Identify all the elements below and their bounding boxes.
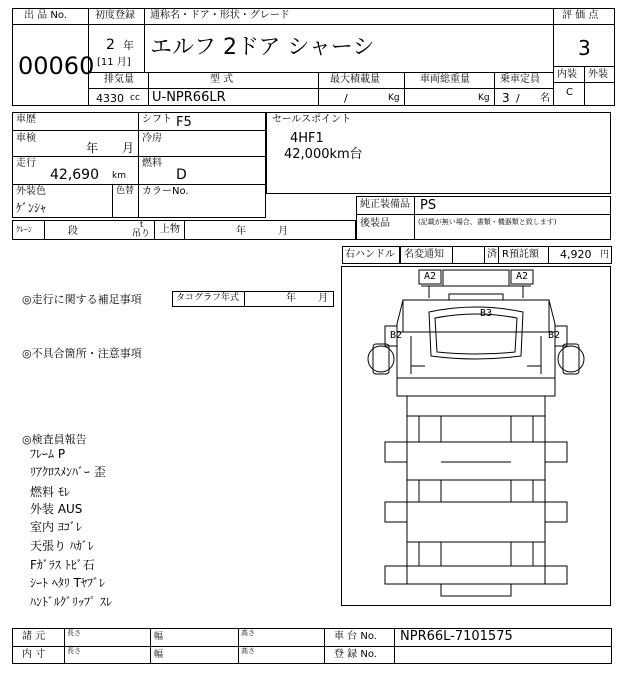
recycle-done: 済 <box>487 249 497 260</box>
upper-body-label: 上物 <box>160 224 180 235</box>
grade-value: 3 <box>578 36 591 60</box>
dims-length-label: 長さ <box>67 647 81 655</box>
exterior-grade-label: 外装 <box>588 69 608 80</box>
history-label: 車歴 <box>16 114 36 125</box>
tachograph-month: 月 <box>318 293 328 304</box>
inspector-report-label: ◎検査員報告 <box>22 433 87 446</box>
max-load-separator: / <box>344 92 348 105</box>
truck-diagram <box>341 266 611 606</box>
report-line: ﾘｱｸﾛｽﾒﾝﾊﾞｰ 歪 <box>30 465 106 479</box>
name-door-shape-grade-label: 通称名・ドア・形状・グレード <box>150 10 290 21</box>
crane-lift: 吊り <box>132 229 151 239</box>
displacement-label: 排気量 <box>104 74 134 85</box>
vehicle-name: エルフ 2ドア シャーシ <box>150 35 375 60</box>
color-code-label: カラーNo. <box>142 186 189 197</box>
damage-mark-a2-left: A2 <box>424 271 437 282</box>
report-line: 天張り ﾊｶﾞﾚ <box>30 539 94 553</box>
report-line: ｼｰﾄ ﾍﾀﾘ Tﾔﾌﾞﾚ <box>30 576 105 590</box>
report-line: ﾌﾚｰﾑ P <box>30 447 66 461</box>
inspection-month-unit: 月 <box>122 141 135 155</box>
recycle-fee-label: R預託額 <box>502 249 539 260</box>
exterior-color-label: 外装色 <box>16 186 46 197</box>
inspection-label: 車検 <box>16 133 36 144</box>
interior-grade: C <box>566 87 573 98</box>
defects-label: ◎不具合箇所・注意事項 <box>22 347 142 360</box>
specs-length-label: 長さ <box>67 629 81 637</box>
report-line: 外装 AUS <box>30 502 83 516</box>
lot-number: 00060 <box>18 52 95 80</box>
sales-point-label: セールスポイント <box>272 114 352 125</box>
chassis-number-label: 車 台 No. <box>334 631 377 642</box>
report-line: ﾊﾝﾄﾞﾙｸﾞﾘｯﾌﾟ ｽﾚ <box>30 595 112 609</box>
front-right-wheel <box>563 344 579 374</box>
lot-number-label: 出 品 No. <box>24 10 67 21</box>
interior-grade-label: 内装 <box>557 69 577 80</box>
shift: F5 <box>176 115 192 130</box>
damage-mark-b2-right: B2 <box>548 330 561 341</box>
max-load-label: 最大積載量 <box>330 74 380 85</box>
upper-body-month: 月 <box>278 226 288 237</box>
crane-stage: 段 <box>68 226 78 237</box>
damage-mark-b2-left: B2 <box>390 330 403 341</box>
windshield <box>429 307 523 359</box>
fuel: D <box>176 167 187 183</box>
chassis-number: NPR66L-7101575 <box>400 629 513 644</box>
front-left-wheel <box>373 344 389 374</box>
max-load-unit: Kg <box>388 93 400 103</box>
driving-notes-label: ◎走行に関する補足事項 <box>22 293 142 306</box>
registration-number-label: 登 録 No. <box>334 649 377 660</box>
gross-weight-unit: Kg <box>478 93 490 103</box>
gross-weight-label: 車両総重量 <box>420 74 470 85</box>
front-bumper <box>443 270 509 286</box>
displacement-unit: cc <box>130 93 140 103</box>
recycle-fee: 4,920 <box>560 248 592 261</box>
first-registration-label: 初度登録 <box>95 10 135 21</box>
capacity-label: 乗車定員 <box>500 74 540 85</box>
genuine-equipment-label: 純正装備品 <box>360 199 410 210</box>
capacity: 3 <box>502 91 510 105</box>
mileage-label: 走行 <box>16 158 36 169</box>
grade-label: 評 価 点 <box>562 10 599 21</box>
aftermarket-note: (記載が無い場合、書類・機器類と致します) <box>418 218 557 226</box>
damage-mark-a2-right: A2 <box>516 271 529 282</box>
report-line: 燃料 ﾓﾚ <box>30 485 70 499</box>
report-line: 室内 ﾖｺﾞﾚ <box>30 520 82 534</box>
tachograph-label: タコグラフ年式 <box>176 293 240 303</box>
dims-width-label: 幅 <box>154 650 164 660</box>
tachograph-year: 年 <box>286 293 296 304</box>
model-code: U-NPR66LR <box>152 90 226 105</box>
inspection-year-unit: 年 <box>86 141 99 155</box>
upper-body-year: 年 <box>236 226 246 237</box>
crane-label: ｸﾚｰﾝ <box>16 225 32 234</box>
name-change-label: 名変通知 <box>404 249 444 260</box>
specs-width-label: 幅 <box>154 632 164 642</box>
specs-label: 諸 元 <box>22 631 46 642</box>
aftermarket-label: 後装品 <box>360 218 390 229</box>
displacement: 4330 <box>96 92 124 105</box>
specs-height-label: 高さ <box>241 629 255 637</box>
history-block <box>12 112 266 218</box>
damage-mark-b3: B3 <box>480 308 493 319</box>
mileage-unit: km <box>112 171 126 181</box>
capacity-unit: 名 <box>540 93 550 104</box>
first-registration-year-unit: 年 <box>123 39 134 52</box>
ac-label: 冷房 <box>142 133 162 144</box>
capacity-separator: / <box>516 92 520 105</box>
sales-point-line1: 4HF1 <box>290 131 324 146</box>
report-line: Fｶﾞﾗｽ ﾄﾋﾞ石 <box>30 558 95 572</box>
model-label: 型 式 <box>210 74 234 85</box>
shift-label: シフト <box>142 114 172 125</box>
sales-point-line2: 42,000km台 <box>284 147 363 162</box>
first-registration-year: 2 <box>106 37 115 53</box>
genuine-equipment: PS <box>420 198 437 213</box>
inner-dims-label: 内 寸 <box>22 649 46 660</box>
dims-height-label: 高さ <box>241 647 255 655</box>
chassis-frame <box>397 378 555 396</box>
crane-ton: t <box>140 220 144 229</box>
yen-unit: 円 <box>600 250 610 260</box>
mileage: 42,690 <box>50 167 99 183</box>
first-registration-month: [11 月] <box>97 57 131 68</box>
fuel-label: 燃料 <box>142 158 162 169</box>
exterior-color: ｹﾞﾝｼｬ <box>16 201 47 215</box>
color-change-label: 色替 <box>116 186 135 196</box>
steering: 右ハンドル <box>345 249 395 260</box>
